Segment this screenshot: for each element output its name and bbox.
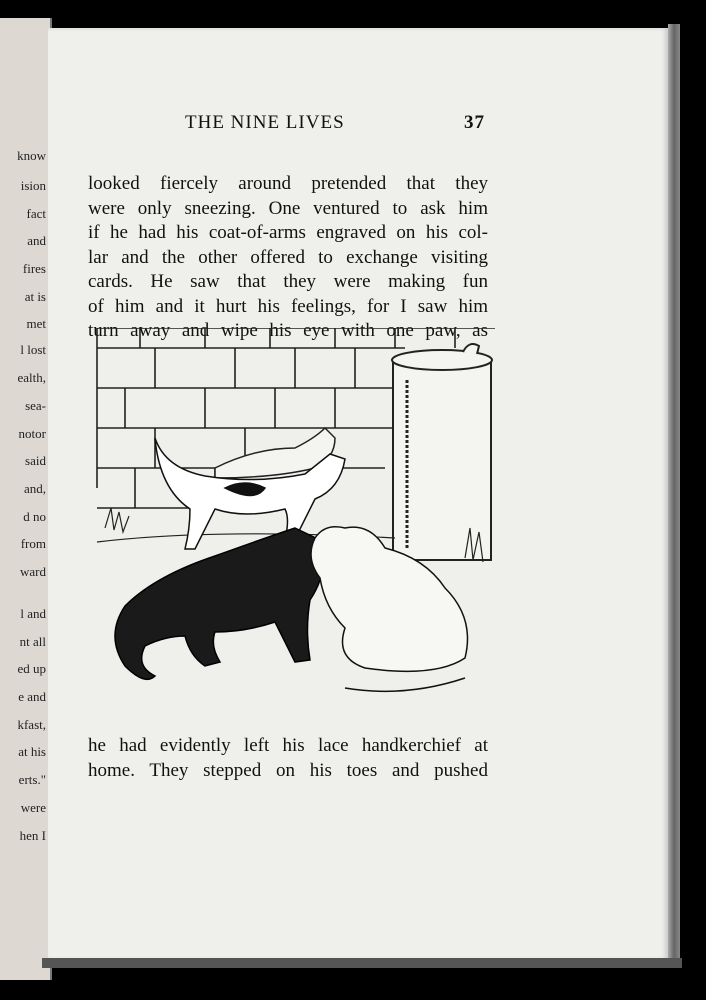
cat-black: [115, 528, 323, 679]
previous-page-fragment: l lost: [20, 342, 46, 357]
previous-page-fragment: ward: [20, 564, 46, 579]
previous-page-fragment: kfast,: [17, 717, 46, 732]
previous-page-fragment: e and: [18, 689, 46, 704]
paragraph-bottom: [88, 734, 488, 783]
previous-page-fragment: ealth,: [17, 370, 46, 385]
text-line: cards. He saw that they were making fun: [88, 271, 488, 292]
previous-page-fragment: fact: [26, 206, 46, 221]
book-cover-edge: [42, 958, 682, 968]
text-line: lar and the other offered to exchange visiting: [88, 246, 488, 268]
previous-page-fragment: nt all: [19, 634, 46, 649]
previous-page-fragment: at is: [24, 289, 46, 304]
previous-page-fragment: hen I: [19, 828, 46, 843]
previous-page-fragment: from: [20, 536, 46, 551]
text-line: were only sneezing. One ventured to ask him: [88, 197, 488, 219]
cats-illustration: [95, 328, 495, 712]
previous-page-fragment: were: [20, 800, 46, 815]
previous-page-fragment: ed up: [17, 661, 46, 676]
previous-page-fragment: sea-: [25, 398, 46, 413]
previous-page-fragment: notor: [18, 426, 46, 441]
previous-page-fragment: l and: [20, 606, 46, 621]
text-line: looked fiercely around pretended that they: [88, 173, 488, 194]
text-line: home. They stepped on his toes and pushed: [88, 759, 488, 781]
text-line: if he had his coat-of-arms engraved on his col-: [88, 222, 488, 243]
page-edge: [668, 24, 680, 964]
previous-page-fragment: erts.": [18, 772, 46, 787]
pillar: [392, 344, 492, 560]
previous-page-fragment: ision: [20, 178, 46, 193]
previous-page-fragment: know: [17, 148, 46, 163]
previous-page-fragment: at his: [18, 744, 46, 759]
page-number: 37: [464, 112, 485, 133]
text-line: of him and it hurt his feelings, for I saw him: [88, 295, 488, 317]
running-title: THE NINE LIVES: [185, 112, 345, 133]
paragraph-top: [88, 172, 488, 344]
text-line: turn away and wipe his eye with one paw, as: [88, 320, 488, 341]
previous-page-fragment: and: [27, 233, 46, 248]
previous-page-fragment: d no: [23, 509, 46, 524]
previous-page-fragment: met: [26, 316, 46, 331]
previous-page-fragment: said: [25, 453, 46, 468]
text-line: he had evidently left his lace handkerchief at: [88, 735, 488, 756]
previous-page: [0, 18, 52, 980]
previous-page-fragment: and,: [23, 481, 46, 496]
previous-page-fragment: fires: [22, 261, 46, 276]
